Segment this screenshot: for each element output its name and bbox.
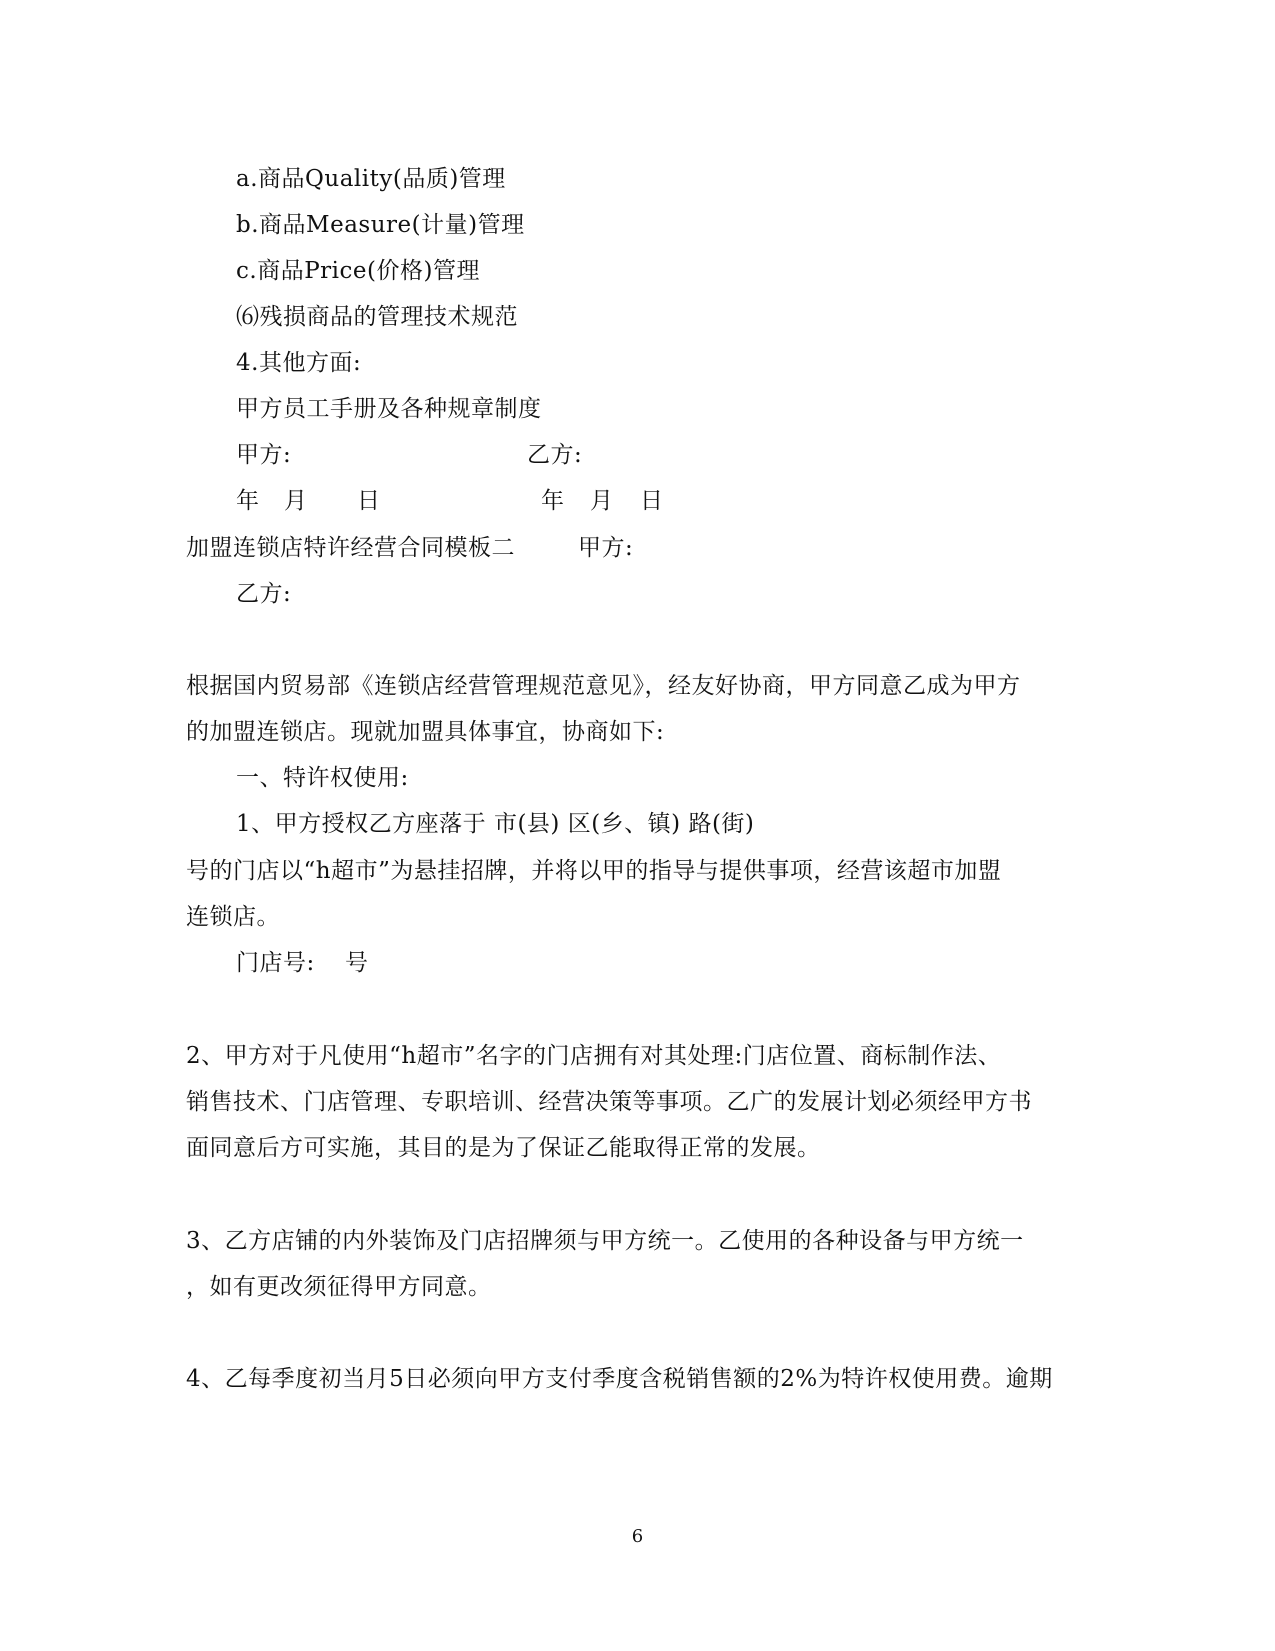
date-month-a: 月 [284,488,308,514]
text-line: 4、乙每季度初当月5日必须向甲方支付季度含税销售额的2%为特许权使用费。逾期 [186,1366,1053,1392]
date-day-b: 日 [640,488,664,514]
text-line: 1、甲方授权乙方座落于 市(县) 区(乡、镇) 路(街) [236,811,755,837]
store-number-suffix: 号 [345,950,369,976]
party-b-label: 乙方: [236,581,292,607]
date-year-b: 年 [541,488,565,514]
clause-heading: 一、特许权使用: [236,765,409,791]
text-line: 甲方员工手册及各种规章制度 [236,396,542,422]
text-line: 销售技术、门店管理、专职培训、经营决策等事项。乙广的发展计划必须经甲方书 [186,1089,1032,1115]
section-title: 加盟连锁店特许经营合同模板二 [186,535,515,561]
text-line: 2、甲方对于凡使用“h超市”名字的门店拥有对其处理:门店位置、商标制作法、 [186,1043,1002,1069]
signature-party-a-label: 甲方: [236,442,292,468]
text-line: 面同意后方可实施，其目的是为了保证乙能取得正常的发展。 [186,1135,821,1161]
date-year-a: 年 [236,488,260,514]
text-line: a.商品Quality(品质)管理 [236,166,506,192]
text-line: 号的门店以“h超市”为悬挂招牌，并将以甲的指导与提供事项，经营该超市加盟 [186,858,1002,884]
store-number-label: 门店号: [236,950,315,976]
text-line: 3、乙方店铺的内外装饰及门店招牌须与甲方统一。乙使用的各种设备与甲方统一 [186,1228,1024,1254]
date-day-a: 日 [357,488,381,514]
text-line: 的加盟连锁店。现就加盟具体事宜，协商如下: [186,719,665,745]
signature-party-b-label: 乙方: [527,442,583,468]
text-line: 连锁店。 [186,904,280,930]
text-line: ，如有更改须征得甲方同意。 [186,1274,492,1300]
text-line: ⑹残损商品的管理技术规范 [236,304,518,330]
text-line: 4.其他方面: [236,350,362,376]
page-number: 6 [631,1526,644,1547]
text-line: b.商品Measure(计量)管理 [236,212,525,238]
text-line: 根据国内贸易部《连锁店经营管理规范意见》，经友好协商，甲方同意乙成为甲方 [186,673,1021,699]
party-a-label: 甲方: [578,535,634,561]
date-month-b: 月 [590,488,614,514]
text-line: c.商品Price(价格)管理 [236,258,480,284]
